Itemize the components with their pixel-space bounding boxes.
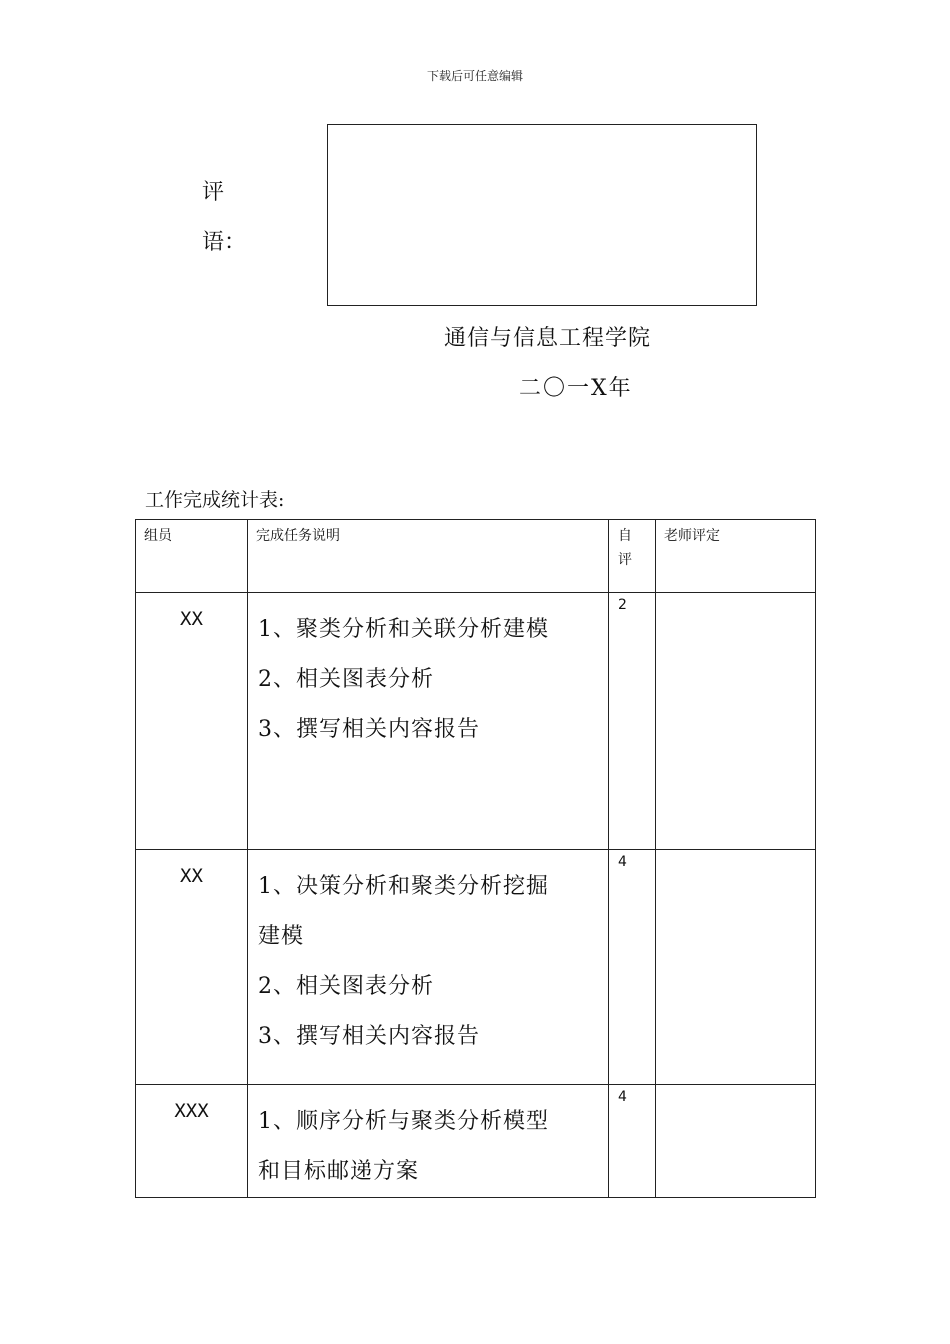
school-name: 通信与信息工程学院 bbox=[444, 326, 652, 351]
task-line: 1、顺序分析与聚类分析模型 bbox=[258, 1109, 549, 1134]
task-line: 2、相关图表分析 bbox=[258, 974, 434, 999]
comment-box[interactable] bbox=[327, 124, 757, 306]
self-score-cell: 2 bbox=[609, 593, 656, 850]
teacher-score-cell[interactable] bbox=[656, 850, 816, 1085]
header-note: 下载后可任意编辑 bbox=[426, 69, 523, 83]
table-row bbox=[136, 593, 816, 850]
member-cell: XXX bbox=[136, 1085, 248, 1198]
table-row bbox=[136, 1085, 816, 1198]
task-line: 3、撰写相关内容报告 bbox=[258, 1024, 480, 1049]
header-self: 自 评 bbox=[609, 520, 656, 593]
table-row bbox=[136, 850, 816, 1085]
teacher-score-cell[interactable] bbox=[656, 1085, 816, 1198]
header-member: 组员 bbox=[136, 520, 248, 593]
table-title: 工作完成统计表: bbox=[145, 489, 285, 511]
work-stats-table bbox=[135, 519, 816, 1198]
task-cell bbox=[248, 1085, 609, 1198]
header-teacher: 老师评定 bbox=[656, 520, 816, 593]
task-cell bbox=[248, 850, 609, 1085]
comment-label-line2: 语： bbox=[202, 230, 247, 255]
task-line: 1、决策分析和聚类分析挖掘 bbox=[258, 874, 549, 899]
task-cell bbox=[248, 593, 609, 850]
teacher-score-cell[interactable] bbox=[656, 593, 816, 850]
task-line: 1、聚类分析和关联分析建模 bbox=[258, 617, 549, 642]
task-line: 建模 bbox=[258, 924, 305, 949]
self-score-cell: 4 bbox=[609, 1085, 656, 1198]
self-score-cell: 4 bbox=[609, 850, 656, 1085]
member-cell: XX bbox=[136, 850, 248, 1085]
comment-label-line1: 评 bbox=[202, 180, 225, 205]
header-task: 完成任务说明 bbox=[248, 520, 609, 593]
task-line: 3、撰写相关内容报告 bbox=[258, 717, 480, 742]
table-header-row bbox=[136, 520, 816, 593]
task-line: 2、相关图表分析 bbox=[258, 667, 434, 692]
member-cell: XX bbox=[136, 593, 248, 850]
year-text: 二〇一X年 bbox=[519, 376, 633, 401]
task-line: 和目标邮递方案 bbox=[258, 1159, 420, 1184]
